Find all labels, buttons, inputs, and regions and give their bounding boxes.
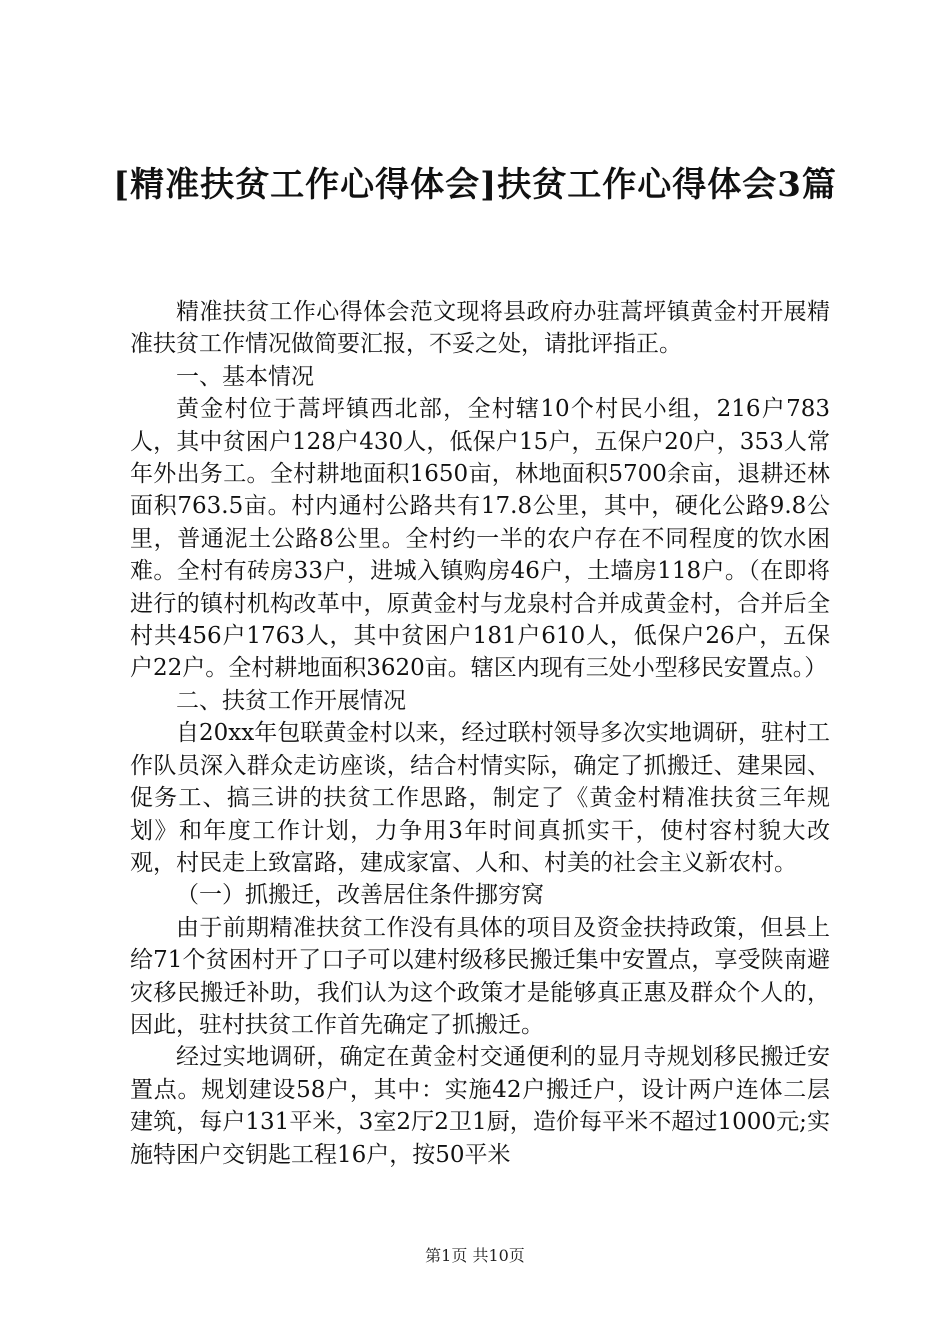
subsection-heading-relocation: （一）抓搬迁，改善居住条件挪穷窝 [176,882,544,909]
section-heading-basic-situation: 一、基本情况 [176,363,314,390]
section-heading-work-progress: 二、扶贫工作开展情况 [176,687,406,714]
relocation-paragraph-1: 由于前期精准扶贫工作没有具体的项目及资金扶持政策，但县上给71个贫困村开了口子可以建村级移民搬迁集中安置点，享受陕南避灾移民搬迁补助，我们认为这个政策才是能够真正惠及群众个人的，因此，驻村扶贫工作首先确定了抓搬迁。 [130,914,830,1038]
document-body [130,296,830,1171]
work-progress-paragraph: 自20xx年包联黄金村以来，经过联村领导多次实地调研，驻村工作队员深入群众走访座谈，结合村情实际，确定了抓搬迁、建果园、促务工、搞三讲的扶贫工作思路，制定了《黄金村精准扶贫三年规划》和年度工作计划，力争用3年时间真抓实干，使村容村貌大改观，村民走上致富路，建成家富、人和、村美的社会主义新农村。 [130,720,830,876]
intro-paragraph: 精准扶贫工作心得体会范文现将县政府办驻蒿坪镇黄金村开展精准扶贫工作情况做简要汇报，不妥之处，请批评指正。 [130,299,830,358]
basic-situation-paragraph: 黄金村位于蒿坪镇西北部，全村辖10个村民小组，216户783人，其中贫困户128户430人，低保户15户，五保户20户，353人常年外出务工。全村耕地面积1650亩，林地面积5700余亩，退耕还林面积763.5亩。村内通村公路共有17.8公里，其中，硬化公路9.8公里，普通泥土公路8公里。全村约一半的农户存在不同程度的饮水困难。全村有砖房33户，进城入镇购房46户，土墙房118户。（在即将进行的镇村机构改革中，原黄金村与龙泉村合并成黄金村，合并后全村共456户1763人，其中贫困户181户610人，低保户26户，五保户22户。全村耕地面积3620亩。辖区内现有三处小型移民安置点。） [130,396,830,682]
page-footer: 第1页 共10页 [425,1246,525,1265]
relocation-paragraph-2: 经过实地调研，确定在黄金村交通便利的显月寺规划移民搬迁安置点。规划建设58户，其中：实施42户搬迁户，设计两户连体二层建筑，每户131平米，3室2厅2卫1厨，造价每平米不超过1000元;实施特困户交钥匙工程16户，按50平米 [130,1044,830,1168]
document-title: [精准扶贫工作心得体会]扶贫工作心得体会3篇 [113,165,837,205]
